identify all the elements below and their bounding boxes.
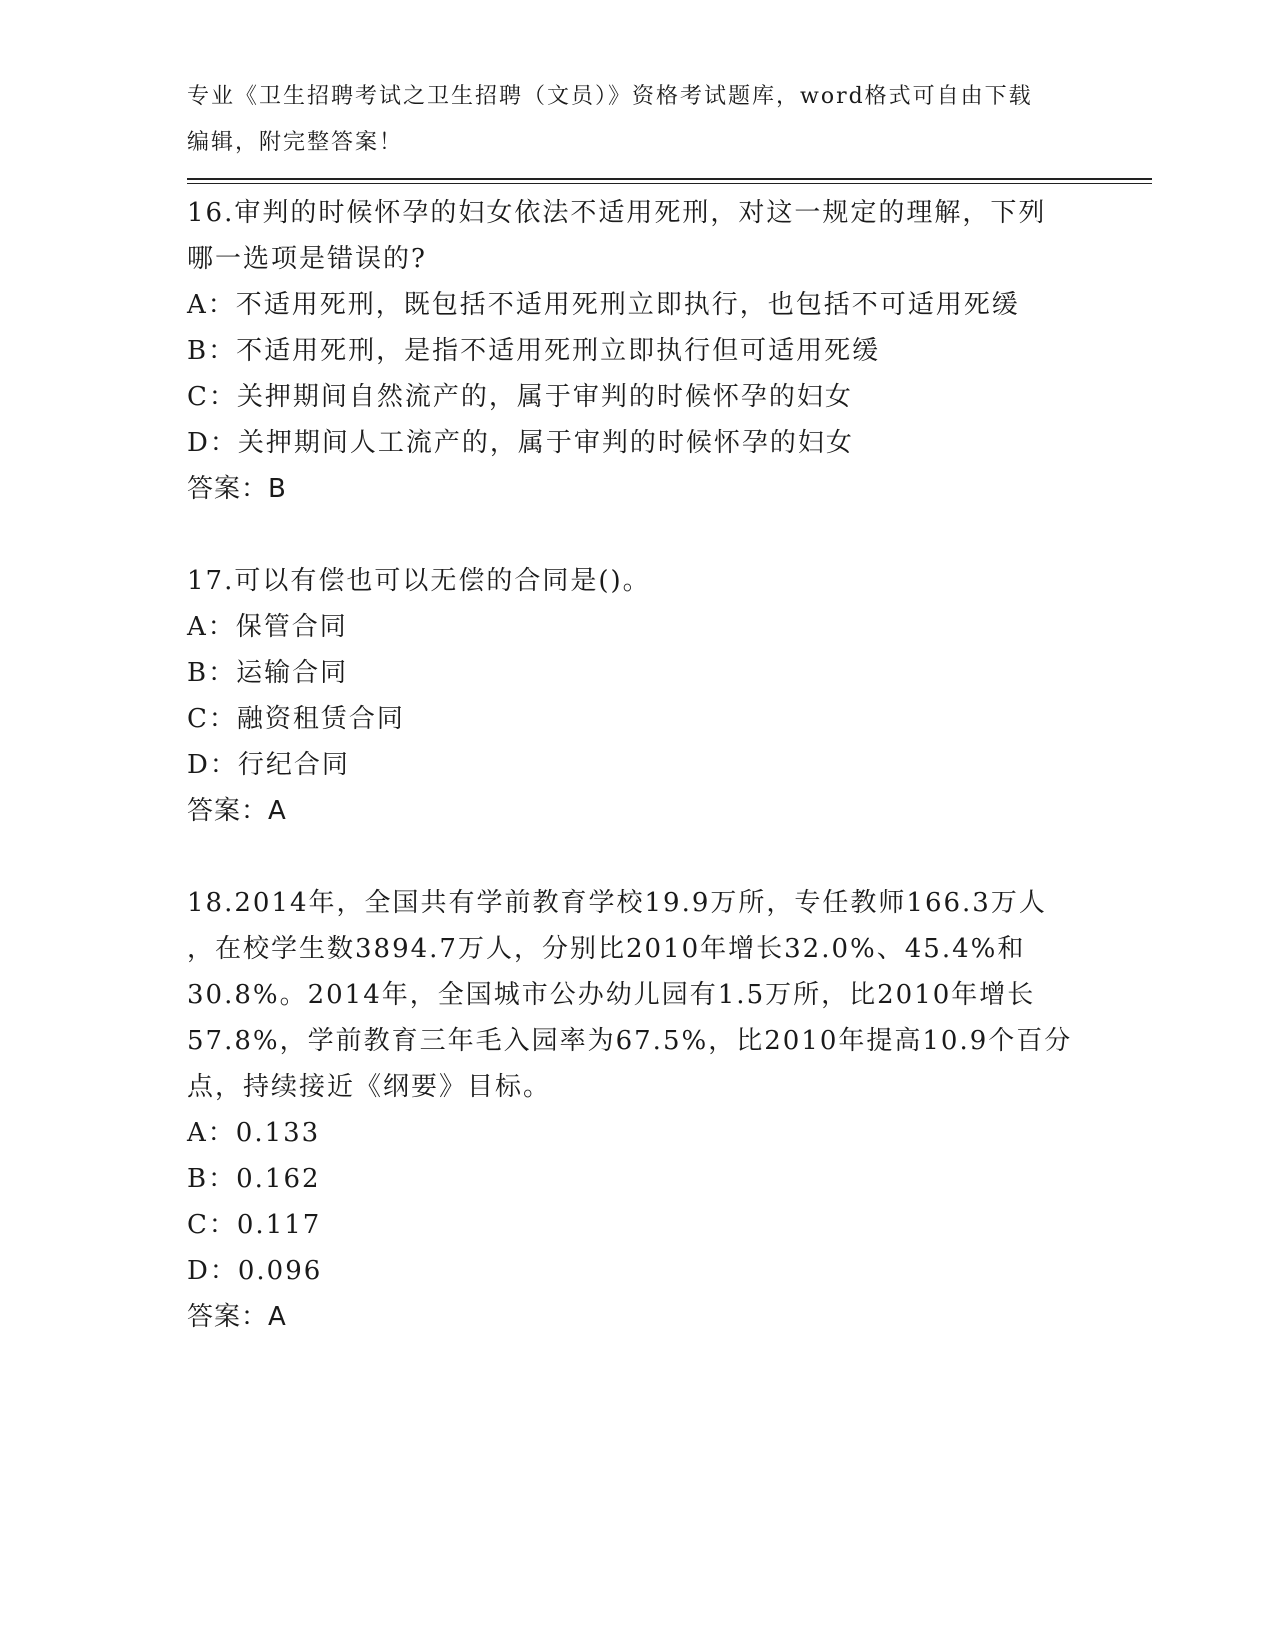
header-line-2: 编辑，附完整答案！	[187, 130, 404, 155]
question-stem-line: 30.8%。2014年，全国城市公办幼儿园有1.5万所，比2010年增长	[187, 980, 1036, 1010]
header-line-1: 专业《卫生招聘考试之卫生招聘（文员）》资格考试题库，word格式可自由下载	[187, 84, 1033, 109]
answer-label: 答案：A	[187, 1302, 287, 1332]
question-stem-line: ，在校学生数3894.7万人，分别比2010年增长32.0%、45.4%和	[187, 934, 1026, 964]
option-b: B：运输合同	[187, 658, 349, 688]
header-divider-thick	[187, 178, 1152, 180]
option-a: A：不适用死刑，既包括不适用死刑立即执行，也包括不可适用死缓	[187, 290, 1020, 320]
answer-label: 答案：A	[187, 796, 287, 826]
question-list	[187, 190, 1087, 1340]
question-stem-line: 17.可以有偿也可以无偿的合同是()。	[187, 566, 651, 596]
question-stem-line: 57.8%，学前教育三年毛入园率为67.5%，比2010年提高10.9个百分	[187, 1026, 1073, 1056]
option-a: A：保管合同	[187, 612, 348, 642]
option-c: C：融资租赁合同	[187, 704, 405, 734]
option-d: D：0.096	[187, 1256, 323, 1286]
question-stem-line: 点，持续接近《纲要》目标。	[187, 1072, 552, 1102]
option-d: D：关押期间人工流产的，属于审判的时候怀孕的妇女	[187, 428, 854, 458]
question-stem-line: 16.审判的时候怀孕的妇女依法不适用死刑，对这一规定的理解，下列	[187, 198, 1047, 228]
question-stem-line: 18.2014年，全国共有学前教育学校19.9万所，专任教师166.3万人	[187, 888, 1047, 918]
option-b: B：0.162	[187, 1164, 321, 1194]
option-d: D：行纪合同	[187, 750, 350, 780]
question-18	[187, 880, 1087, 1340]
document-header	[187, 74, 1067, 166]
question-16	[187, 190, 1087, 512]
answer-label: 答案：B	[187, 474, 287, 504]
question-17	[187, 558, 1087, 834]
question-stem-line: 哪一选项是错误的?	[187, 244, 427, 274]
option-b: B：不适用死刑，是指不适用死刑立即执行但可适用死缓	[187, 336, 881, 366]
option-c: C：0.117	[187, 1210, 322, 1240]
option-a: A：0.133	[187, 1118, 321, 1148]
header-divider-thin	[187, 183, 1152, 184]
option-c: C：关押期间自然流产的，属于审判的时候怀孕的妇女	[187, 382, 853, 412]
